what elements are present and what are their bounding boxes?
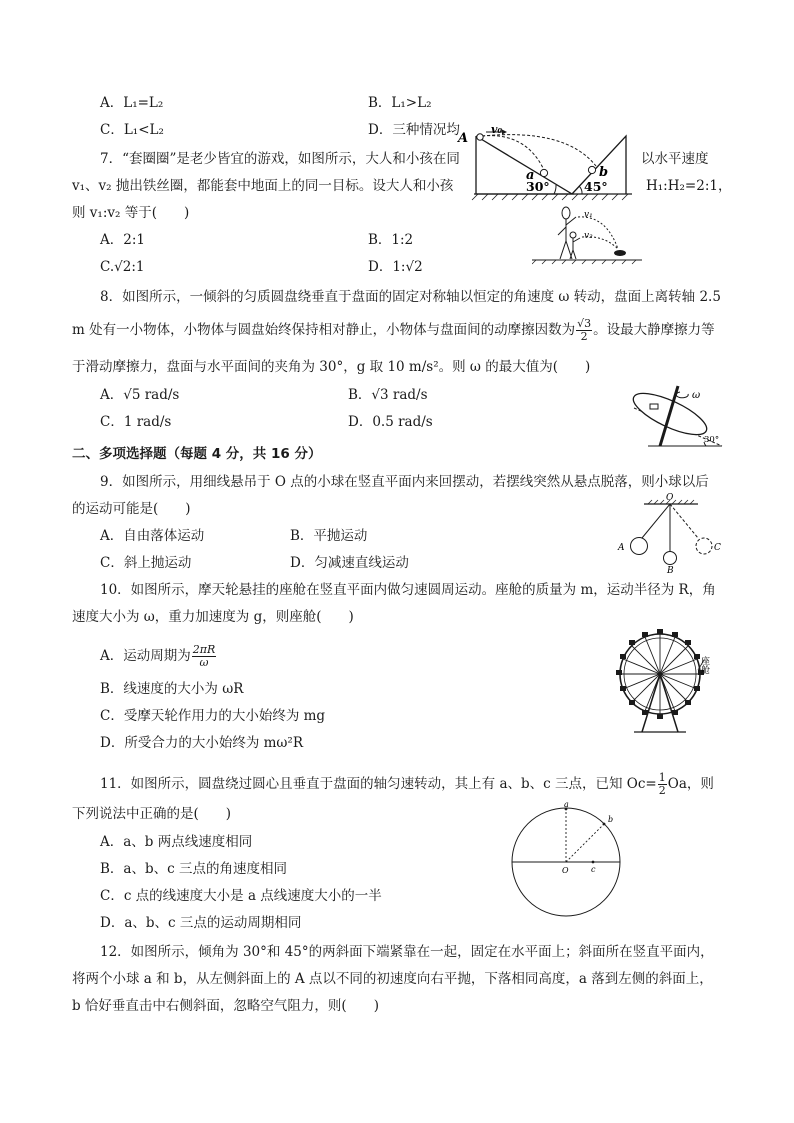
q12-line1: 12．如图所示，倾角为 30°和 45°的两斜面下端紧靠在一起，固定在水平面上；斜面所在竖直平面内， [100, 944, 714, 960]
q7-option-b: B．1:2 [368, 232, 414, 248]
circle-label-c: c [591, 865, 596, 874]
disc-label-angle: 30° [704, 435, 720, 445]
incline-label-a-point: A [458, 131, 469, 146]
q10-line1: 10．如图所示，摩天轮悬挂的座舱在竖直平面内做匀速圆周运动。座舱的质量为 m，运动半径为 R，角 [100, 582, 716, 598]
q11-line2: 下列说法中正确的是( ) [72, 806, 232, 822]
q7-line1: 7．“套圈圈”是老少皆宜的游戏，如图所示，大人和小孩在同 [100, 151, 460, 167]
circle-label-b: b [608, 815, 614, 824]
q10-period-numerator: 2πR [192, 643, 216, 656]
circle-label-a: a [564, 800, 569, 809]
ring-label-v1: v₁ [584, 210, 593, 220]
q9-line1: 9．如图所示，用细线悬吊于 O 点的小球在竖直平面内来回摆动，若摆线突然从悬点脱落，则小球以后 [100, 474, 709, 490]
q8-option-d: D．0.5 rad/s [348, 414, 433, 430]
q9-option-b: B．平抛运动 [290, 528, 368, 544]
q6-option-b: B．L₁>L₂ [368, 95, 432, 111]
incline-figure [456, 122, 634, 202]
q7-option-d: D．1:√2 [368, 259, 423, 275]
q11-option-c: C．c 点的线速度大小是 a 点线速度大小的一半 [100, 888, 382, 904]
q8-mu-denominator: 2 [580, 330, 588, 343]
q7-option-a: A．2:1 [100, 232, 145, 248]
q10-option-d: D．所受合力的大小始终为 mω²R [100, 735, 304, 751]
q8-line2 [72, 318, 715, 343]
q10-option-a-text: A．运动周期为 [100, 648, 191, 664]
q6-option-d: D．三种情况均 [368, 122, 460, 138]
q7-line3: 则 v₁:v₂ 等于( ) [72, 205, 190, 221]
incline-angle-45: 45° [584, 179, 608, 194]
q11-line1 [100, 772, 714, 797]
section-multiple-choice-title: 二、多项选择题（每题 4 分，共 16 分） [72, 446, 322, 462]
pend-label-b: B [667, 566, 674, 574]
q8-mu-numerator: √3 [577, 317, 592, 330]
q8-option-b: B．√3 rad/s [348, 387, 428, 403]
q10-period-fraction [192, 644, 217, 669]
q10-period-denominator: ω [199, 656, 209, 669]
q7-line2-tail: H₁:H₂=2:1， [646, 178, 732, 194]
disc-label-omega: ω [692, 390, 701, 401]
ring-label-v2: v₂ [584, 231, 593, 241]
q12-line2: 将两个小球 a 和 b，从左侧斜面上的 A 点以不同的初速度向右平抛，下落相同高度，a 落到左侧的斜面上， [72, 971, 713, 987]
q10-option-a [100, 644, 217, 669]
q8-line2-text-b: 。设最大静摩擦力等 [593, 322, 715, 338]
q6-option-c: C．L₁<L₂ [100, 122, 164, 138]
q9-option-d: D．匀减速直线运动 [290, 555, 409, 571]
ferris-wheel-figure [612, 626, 724, 738]
pend-label-c: C [714, 543, 721, 553]
q7-line2: v₁、v₂ 抛出铁丝圈，都能套中地面上的同一目标。设大人和小孩 [72, 178, 454, 194]
incline-label-v0: v₀ [491, 123, 503, 136]
rotating-disc-figure [508, 798, 630, 920]
pend-label-o: O [666, 493, 674, 503]
q7-option-c: C.√2:1 [100, 259, 145, 275]
wheel-label-cabin: 座舱 [699, 656, 709, 674]
q11-option-a: A．a、b 两点线速度相同 [100, 834, 253, 850]
q12-line3: b 恰好垂直击中右侧斜面，忽略空气阻力，则( ) [72, 998, 379, 1014]
q11-line1-text-b: Oa，则 [667, 776, 714, 792]
q11-ratio-denominator: 2 [658, 784, 666, 797]
q8-line1: 8．如图所示，一倾斜的匀质圆盘绕垂直于盘面的固定对称轴以恒定的角速度 ω 转动，盘面上离转轴 2.5 [100, 289, 721, 305]
q11-ratio-numerator: 1 [658, 771, 666, 784]
pend-label-a: A [618, 543, 625, 553]
q10-option-b: B．线速度的大小为 ωR [100, 681, 244, 697]
q10-option-c: C．受摩天轮作用力的大小始终为 mg [100, 708, 326, 724]
q11-option-b: B．a、b、c 三点的角速度相同 [100, 861, 287, 877]
circle-label-o: O [562, 866, 569, 875]
q8-line2-text-a: m 处有一小物体，小物体与圆盘始终保持相对静止，小物体与盘面间的动摩擦因数为 [72, 322, 576, 338]
q11-line1-text-a: 11．如图所示，圆盘绕过圆心且垂直于盘面的轴匀速转动，其上有 a、b、c 三点，已知 Oc= [100, 776, 657, 792]
q8-line3: 于滑动摩擦力，盘面与水平面间的夹角为 30°，g 取 10 m/s²。则 ω 的最大值为( ) [72, 359, 591, 375]
q8-option-a: A．√5 rad/s [100, 387, 180, 403]
q9-option-a: A．自由落体运动 [100, 528, 205, 544]
tilted-disc-figure [612, 378, 724, 452]
q7-line1-tail: 以水平速度 [641, 151, 709, 167]
q8-option-c: C．1 rad/s [100, 414, 172, 430]
pendulum-figure [614, 492, 726, 574]
ring-toss-figure [532, 205, 644, 265]
q11-option-d: D．a、b、c 三点的运动周期相同 [100, 915, 302, 931]
incline-label-b-ball: b [599, 165, 609, 180]
q10-line2: 速度大小为 ω，重力加速度为 g，则座舱( ) [72, 609, 354, 625]
q9-option-c: C．斜上抛运动 [100, 555, 192, 571]
incline-label-a-ball: a [526, 168, 535, 183]
q9-line2: 的运动可能是( ) [72, 501, 191, 517]
q6-option-a: A．L₁=L₂ [100, 95, 164, 111]
q11-ratio-fraction [658, 772, 667, 797]
incline-angle-30: 30° [526, 179, 550, 194]
q8-mu-fraction [576, 318, 592, 343]
